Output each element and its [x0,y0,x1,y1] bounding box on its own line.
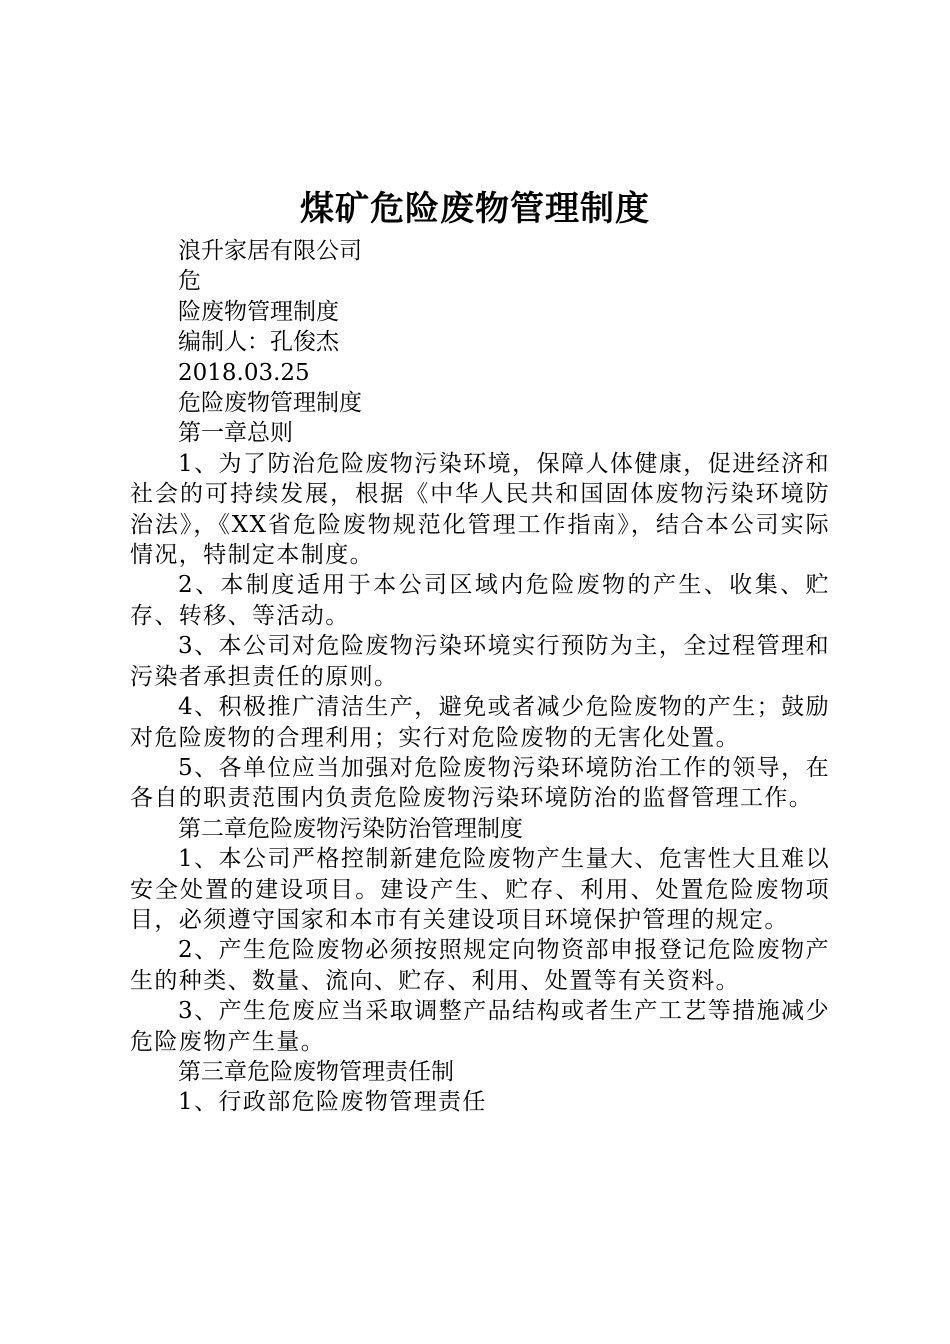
chapter-2-paragraph: 3、产生危废应当采取调整产品结构或者生产工艺等措施减少危险废物产生量。 [130,998,830,1055]
date-line: 2018.03.25 [178,359,310,386]
author-line: 编制人：孔俊杰 [178,329,339,356]
chapter-1-paragraph: 4、积极推广清洁生产，避免或者减少危险废物的产生；鼓励对危险废物的合理利用；实行对危险废物的无害化处置。 [130,694,830,751]
chapter-1-paragraph: 5、各单位应当加强对危险废物污染环境防治工作的领导，在各自的职责范围内负责危险废物污染环境防治的监督管理工作。 [130,754,830,812]
document-body [130,236,830,1118]
chapter-3-heading: 第三章危险废物管理责任制 [178,1058,454,1085]
company-name: 浪升家居有限公司 [178,238,362,264]
chapter-2-paragraph: 1、本公司严格控制新建危险废物产生量大、危害性大且难以安全处置的建设项目。建设产生、贮存、利用、处置危险废物项目，必须遵守国家和本市有关建设项目环境保护管理的规定。 [130,846,830,933]
chapter-1-heading: 第一章总则 [178,420,293,447]
chapter-1-paragraph: 1、为了防治危险废物污染环境，保障人体健康，促进经济和社会的可持续发展，根据《中华人民共和国固体废物污染环境防治法》，《XX省危险废物规范化管理工作指南》，结合本公司实际情况，特制定本制度。 [130,450,830,569]
subtitle-line-1: 危 [178,268,201,295]
subtitle-line-2: 险废物管理制度 [178,298,339,325]
chapter-3-paragraph: 1、行政部危险废物管理责任 [178,1089,487,1116]
chapter-2-heading: 第二章危险废物污染防治管理制度 [178,815,523,842]
chapter-2-paragraph: 2、产生危险废物必须按照规定向物资部申报登记危险废物产生的种类、数量、流向、贮存、利用、处置等有关资料。 [130,937,830,994]
chapter-1-paragraph: 2、本制度适用于本公司区域内危险废物的产生、收集、贮存、转移、等活动。 [130,572,830,629]
document-title: 煤矿危险废物管理制度 [300,189,650,229]
chapter-1-paragraph: 3、本公司对危险废物污染环境实行预防为主，全过程管理和污染者承担责任的原则。 [130,633,830,690]
section-title: 危险废物管理制度 [178,390,362,417]
